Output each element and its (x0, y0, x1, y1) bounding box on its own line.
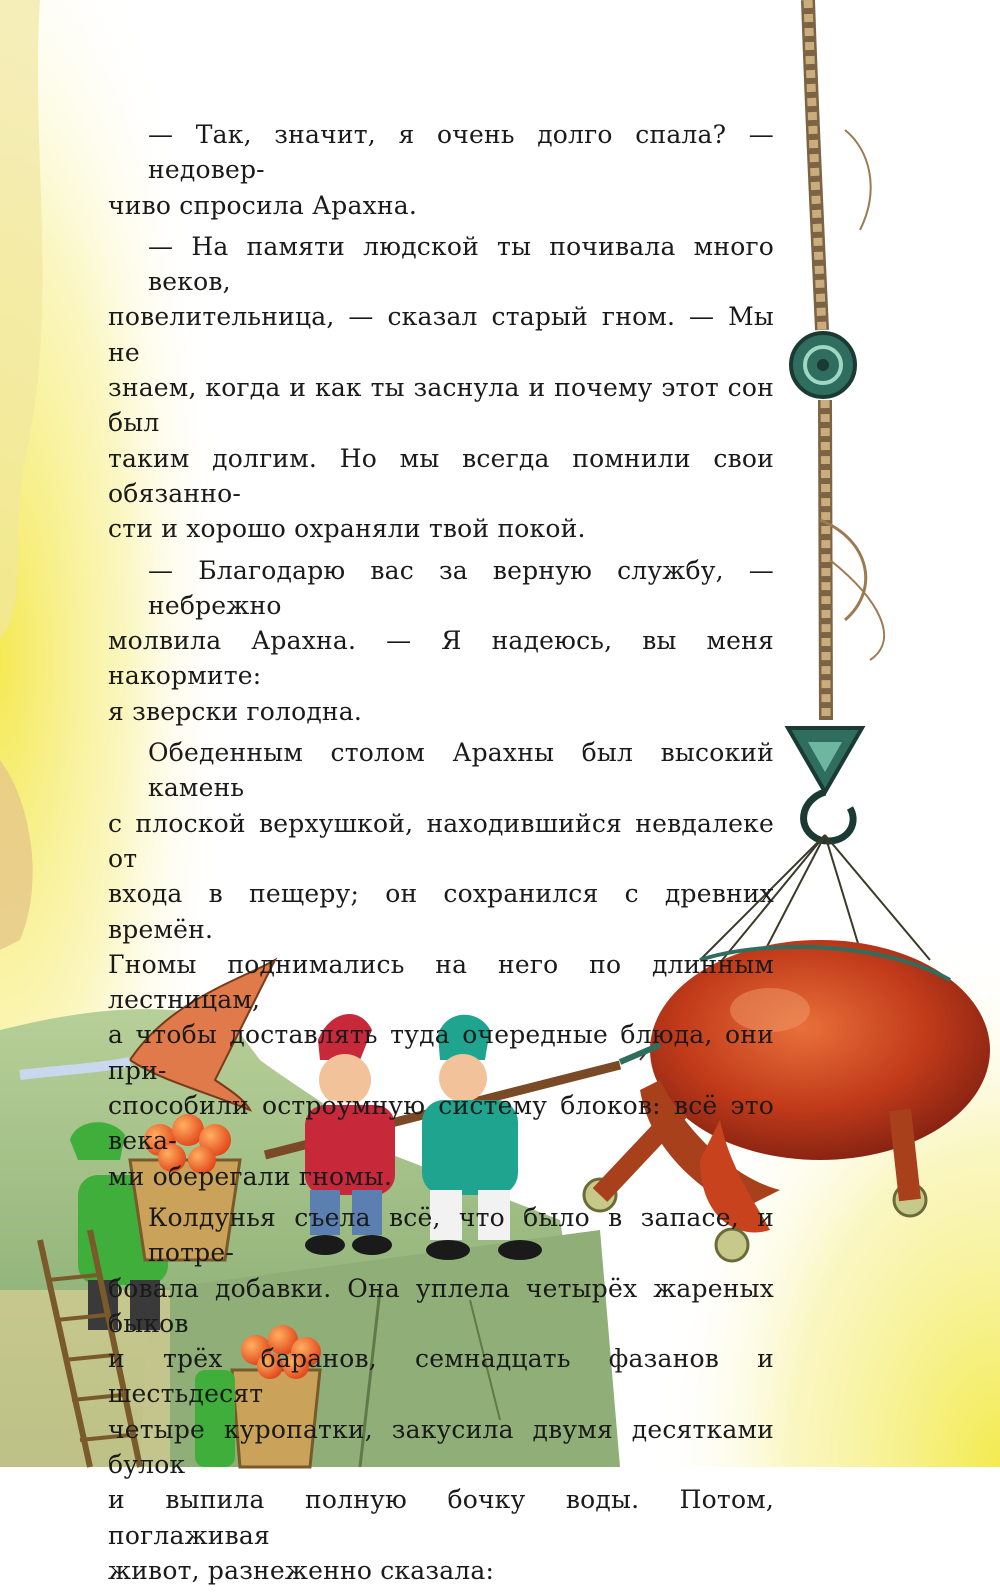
text-line: четыре куропатки, закусила двумя десятками булок (108, 1414, 774, 1479)
text-line: входа в пещеру; он сохранился с древних времён. (108, 879, 774, 944)
text-line: и выпила полную бочку воды. Потом, поглаживая (108, 1485, 774, 1550)
text-line: живот, разнеженно сказала: (108, 1555, 495, 1585)
text-line: чиво спросила Арахна. (108, 190, 418, 220)
text-line: Колдунья съела всё, что было в запасе, и потре- (148, 1202, 774, 1268)
paragraph (108, 553, 774, 729)
paragraph (108, 117, 774, 223)
text-line: повелительница, — сказал старый гном. — Мы не (108, 302, 774, 367)
text-line: — На памяти людской ты почивала много веков, (148, 231, 774, 297)
paragraph (108, 229, 774, 547)
text-line: способили остроумную систему блоков: всё это века- (108, 1091, 774, 1156)
text-line: и трёх баранов, семнадцать фазанов и шестьдесят (108, 1344, 774, 1409)
text-line: ми оберегали гномы. (108, 1161, 393, 1191)
text-line: молвила Арахна. — Я надеюсь, вы меня накормите: (108, 626, 774, 691)
text-line: а чтобы доставлять туда очередные блюда, они при- (108, 1020, 774, 1085)
text-line: таким долгим. Но мы всегда помнили свои обязанно- (108, 443, 774, 508)
text-line: Гномы поднимались на него по длинным лестницам, (108, 949, 774, 1015)
text-line: знаем, когда и как ты заснула и почему этот сон был (108, 373, 774, 438)
text-line: — Благодарю вас за верную службу, — небрежно (148, 555, 774, 620)
pulley-block (791, 333, 855, 397)
text-line: сти и хорошо охраняли твой покой. (108, 514, 586, 544)
text-line: с плоской верхушкой, находившийся невдалеке от (108, 808, 774, 873)
text-line: я зверски голодна. (108, 696, 363, 726)
story-text (108, 117, 774, 1594)
text-line: бовала добавки. Она уплела четырёх жареных быков (108, 1273, 774, 1338)
paragraph (108, 735, 774, 1194)
text-line: Обеденным столом Арахны был высокий камень (148, 738, 774, 803)
paragraph (108, 1200, 774, 1588)
text-line: — Так, значит, я очень долго спала? — недовер- (148, 120, 774, 185)
